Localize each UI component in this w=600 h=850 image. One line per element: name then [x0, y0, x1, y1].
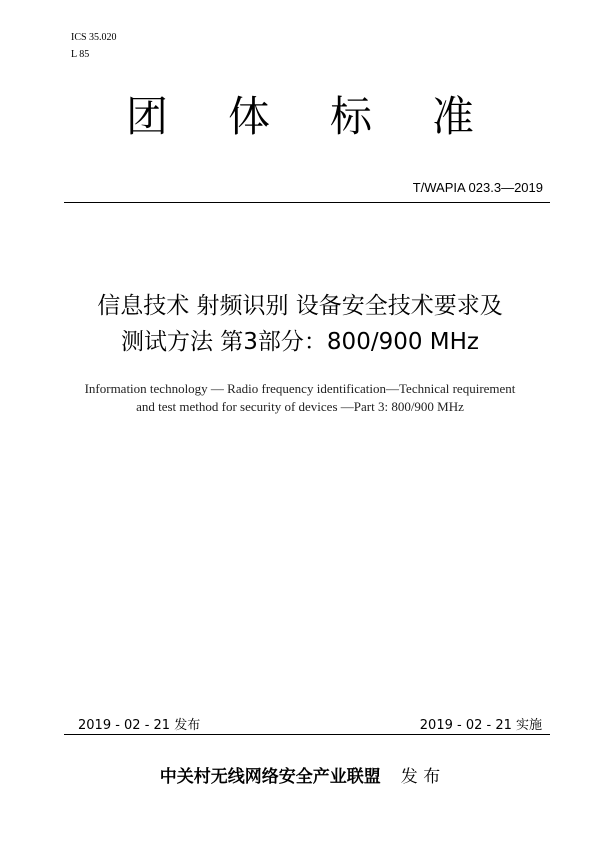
implement-date: 2019 - 02 - 21 实施 — [419, 718, 542, 733]
doc-type-char: 团 — [125, 92, 168, 141]
title-line: Information technology — Radio frequency identification—Technical requirement — [84, 381, 516, 396]
classification-codes — [71, 29, 117, 63]
standard-code: T/WAPIA 023.3—2019 — [412, 180, 543, 195]
title-line: 测试方法 第3部分：800/900 MHz — [120, 329, 480, 355]
divider — [64, 202, 550, 203]
document-type — [0, 84, 600, 144]
publisher-line — [0, 762, 600, 787]
title-line: 信息技术 射频识别 设备安全技术要求及 — [97, 293, 503, 319]
publisher: 中关村无线网络安全产业联盟 — [159, 767, 381, 787]
title-line: and test method for security of devices —Part 3: 800/900 MHz — [136, 399, 464, 414]
publish-action: 发 布 — [400, 767, 441, 787]
title-chinese — [0, 288, 600, 360]
ics-code: ICS 35.020 — [71, 32, 117, 43]
issue-date: 2019 - 02 - 21 发布 — [78, 718, 201, 733]
doc-type-char: 标 — [330, 92, 373, 141]
doc-type-char: 体 — [227, 92, 270, 141]
ccs-code: L 85 — [71, 49, 90, 60]
title-english — [0, 380, 600, 416]
divider — [64, 734, 550, 735]
doc-type-char: 准 — [432, 92, 475, 141]
